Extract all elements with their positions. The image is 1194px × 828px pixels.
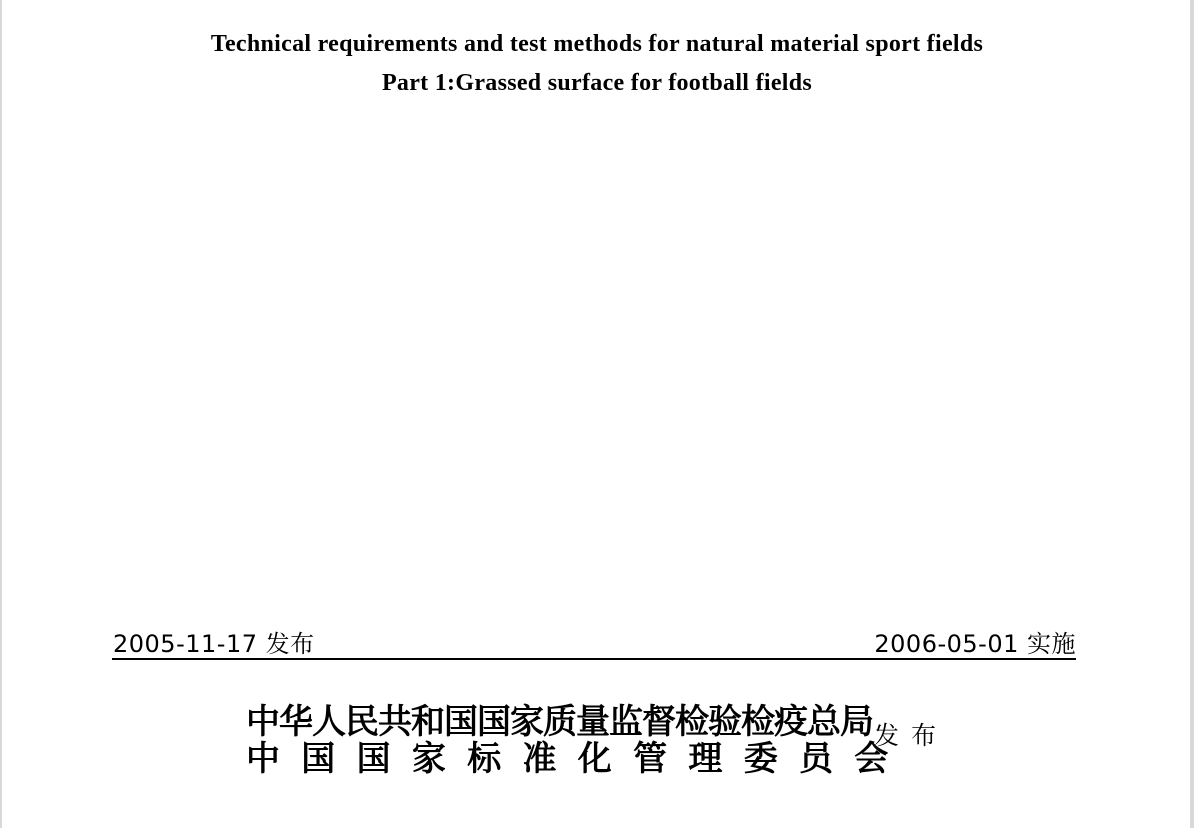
issuer-aqsiq: 中华人民共和国国家质量监督检验检疫总局: [246, 702, 873, 742]
date-divider-line: [112, 658, 1076, 660]
issuer-sac: 中国国家标准化管理委员会: [246, 739, 910, 779]
english-title-line-1: Technical requirements and test methods for natural material sport fields: [210, 31, 984, 57]
publish-date: 2005-11-17 发布: [113, 630, 315, 658]
page-left-edge: [0, 0, 2, 828]
page-right-edge: [1190, 0, 1194, 828]
implementation-date: 2006-05-01 实施: [874, 630, 1076, 658]
issued-by-label: 发布: [874, 721, 949, 750]
english-title-line-2: Part 1:Grassed surface for football fields: [381, 70, 813, 96]
